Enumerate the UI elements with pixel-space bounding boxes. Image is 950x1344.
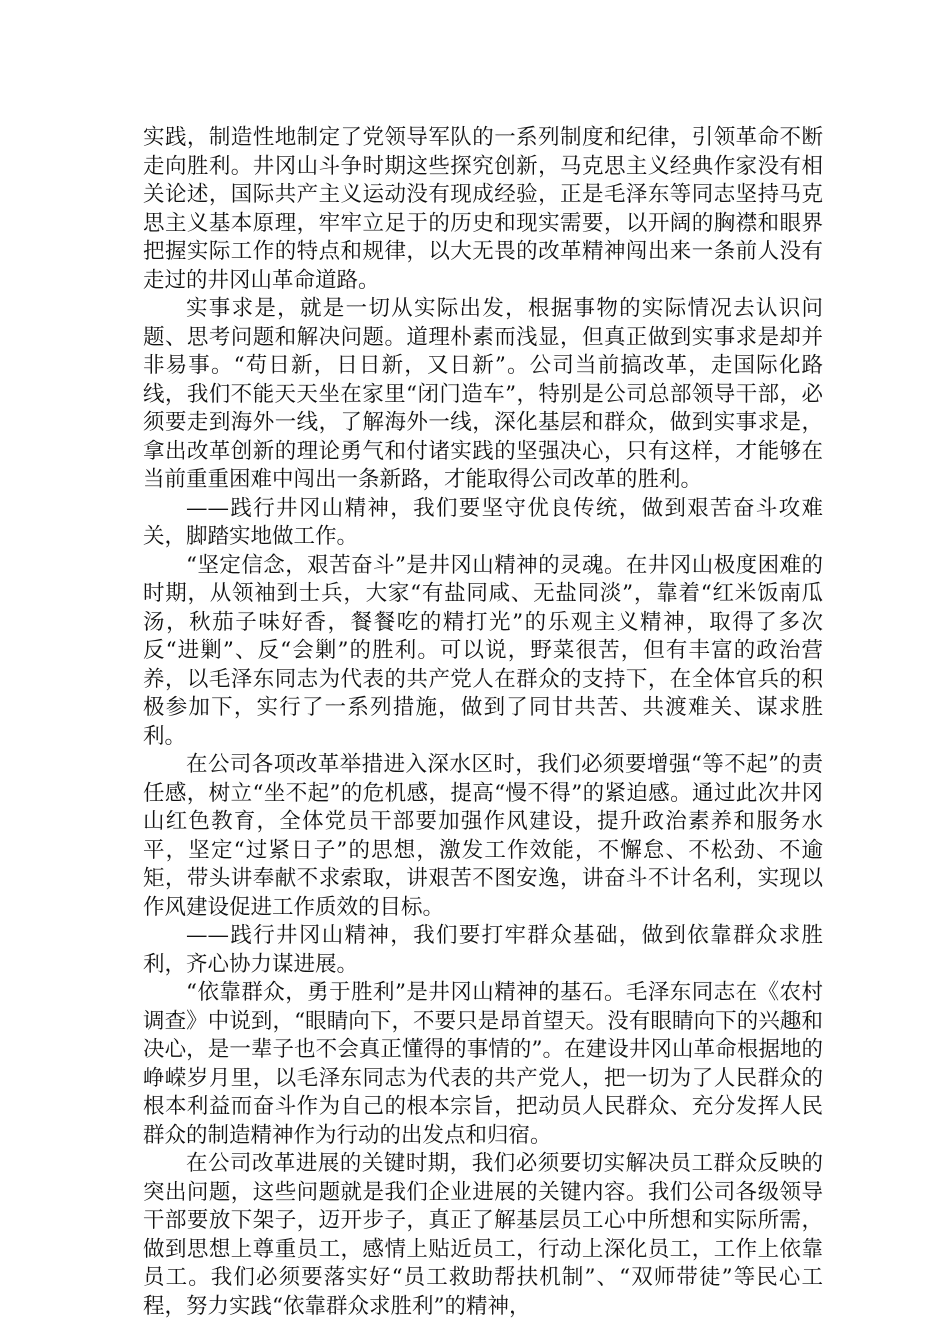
paragraph-rely-on-masses: “依靠群众，勇于胜利”是井冈山精神的基石。毛泽东同志在《农村调查》中说到，“眼睛向下，不要只是昂首望天。没有眼睛向下的兴趣和决心，是一辈子也不会真正懂得的事情的”。在建设井冈山革命根据地的峥嵘岁月里，以毛泽东同志为代表的共产党人，把一切为了人民群众的根本利益而奋斗作为自己的根本宗旨，把动员人民群众、充分发挥人民群众的制造精神作为行动的出发点和归宿。 (143, 980, 823, 1148)
paragraph-heading-hard-work: ——践行井冈山精神，我们要坚守优良传统，做到艰苦奋斗攻难关，脚踏实地做工作。 (143, 495, 823, 549)
paragraph-firm-belief: “坚定信念，艰苦奋斗”是井冈山精神的灵魂。在井冈山极度困难的时期，从领袖到士兵，大家“有盐同咸、无盐同淡”，靠着“红米饭南瓜汤，秋茄子味好香，餐餐吃的精打光”的乐观主义精神，取得了多次反“进剿”、反“会剿”的胜利。可以说，野菜很苦，但有丰富的政治营养，以毛泽东同志为代表的共产党人在群众的支持下，在全体官兵的积极参加下，实行了一系列措施，做到了同甘共苦、共渡难关、谋求胜利。 (143, 552, 823, 749)
paragraph-seek-truth: 实事求是，就是一切从实际出发，根据事物的实际情况去认识问题、思考问题和解决问题。道理朴素而浅显，但真正做到实事求是却并非易事。“苟日新，日日新，又日新”。公司当前搞改革，走国际化路线，我们不能天天坐在家里“闭门造车”，特别是公司总部领导干部，必须要走到海外一线，了解海外一线，深化基层和群众，做到实事求是，拿出改革创新的理论勇气和付诸实践的坚强决心，只有这样，才能够在当前重重困难中闯出一条新路，才能取得公司改革的胜利。 (143, 296, 823, 492)
paragraph-continuation: 实践，制造性地制定了党领导军队的一系列制度和纪律，引领革命不断走向胜利。井冈山斗争时期这些探究创新，马克思主义经典作家没有相关论述，国际共产主义运动没有现成经验，正是毛泽东等同志坚持马克思主义基本原理，牢牢立足于的历史和现实需要，以开阔的胸襟和眼界把握实际工作的特点和规律，以大无畏的改革精神闯出来一条前人没有走过的井冈山革命道路。 (143, 125, 823, 293)
document-body (143, 124, 823, 1321)
paragraph-reform-deep-water: 在公司各项改革举措进入深水区时，我们必须要增强“等不起”的责任感，树立“坐不起”的危机感，提高“慢不得”的紧迫感。通过此次井冈山红色教育，全体党员干部要加强作风建设，提升政治素养和服务水平，坚定“过紧日子”的思想，激发工作效能，不懈怠、不松劲、不逾矩，带头讲奉献不求索取，讲艰苦不图安逸，讲奋斗不计名利，实现以作风建设促进工作质效的目标。 (143, 752, 823, 920)
paragraph-key-period: 在公司改革进展的关键时期，我们必须要切实解决员工群众反映的突出问题，这些问题就是我们企业进展的关键内容。我们公司各级领导干部要放下架子，迈开步子，真正了解基层员工心中所想和实际所需，做到思想上尊重员工，感情上贴近员工，行动上深化员工，工作上依靠员工。我们必须要落实好“员工救助帮扶机制”、“双师带徒”等民心工程，努力实践“依靠群众求胜利”的精神， (143, 1151, 823, 1319)
paragraph-heading-masses: ——践行井冈山精神，我们要打牢群众基础，做到依靠群众求胜利，齐心协力谋进展。 (143, 923, 823, 977)
